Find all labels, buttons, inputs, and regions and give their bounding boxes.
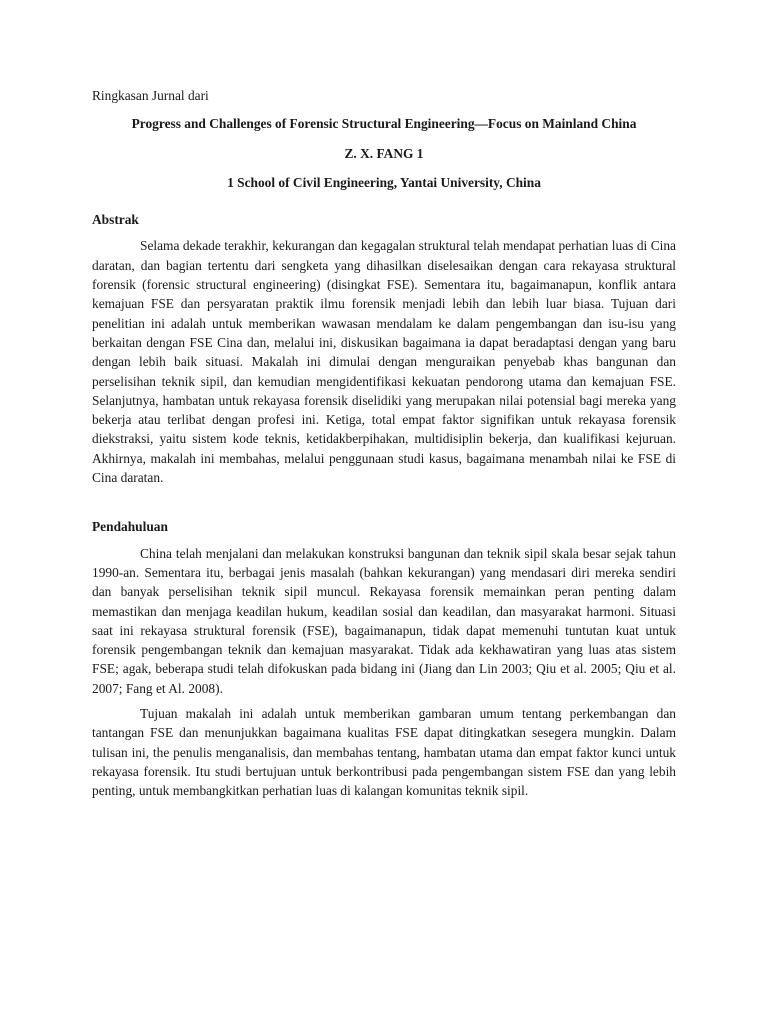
- introduction-paragraph-2: Tujuan makalah ini adalah untuk memberikan gambaran umum tentang perkembangan dan tantangan FSE dan menunjukkan bagaimana kualitas FSE dapat ditingkatkan sesegera mungkin. Dalam tulisan ini, the penulis menganalisis, dan membahas tentang, hambatan utama dan empat faktor kunci untuk rekayasa forensik. Itu studi bertujuan untuk berkontribusi pada pengembangan sistem FSE dan yang lebih penting, untuk membangkitkan perhatian luas di kalangan komunitas teknik sipil.: [92, 706, 676, 799]
- introduction-heading: Pendahuluan: [92, 519, 168, 535]
- introduction-paragraph-1: China telah menjalani dan melakukan konstruksi bangunan dan teknik sipil skala besar sejak tahun 1990-an. Sementara itu, berbagai jenis masalah (bahkan kekurangan) yang mendasari diri mereka sendiri dan banyak perselisihan teknik sipil muncul. Rekayasa forensik memainkan peran penting dalam memastikan dan menjaga keadilan hukum, keadilan sosial dan keadilan, dan masyarakat harmoni. Situasi saat ini rekayasa struktural forensik (FSE), bagaimanapun, tidak dapat memenuhi tuntutan kuat untuk forensik pengembangan teknik dan kemajuan masyarakat. Tidak ada kekhawatiran yang luas atas sistem FSE; agak, beberapa studi telah difokuskan pada bidang ini (Jiang dan Lin 2003; Qiu et al. 2005; Qiu et al. 2007; Fang et Al. 2008).: [92, 545, 676, 696]
- intro-line: Ringkasan Jurnal dari: [92, 88, 209, 103]
- section-spacer: [92, 487, 676, 517]
- abstract-heading: Abstrak: [92, 212, 139, 228]
- paper-author: Z. X. FANG 1: [344, 145, 424, 161]
- document-page: [92, 86, 676, 801]
- paper-affiliation: 1 School of Civil Engineering, Yantai University, China: [227, 174, 541, 190]
- paper-title: Progress and Challenges of Forensic Structural Engineering—Focus on Mainland China: [131, 116, 637, 132]
- abstract-paragraph: Selama dekade terakhir, kekurangan dan kegagalan struktural telah mendapat perhatian luas di Cina daratan, dan bagian tertentu dari sengketa yang dihasilkan diselesaikan dengan cara rekayasa struktural forensik (forensic structural engineering) (disingkat FSE). Sementara itu, bagaimanapun, konflik antara kemajuan FSE dan persyaratan praktik ilmu forensik menjadi lebih dan lebih luar biasa. Tujuan dari penelitian ini adalah untuk memberikan wawasan mendalam ke dalam pengembangan dan isu-isu yang berkaitan dengan FSE Cina dan, melalui ini, diskusikan bagaimana ia dapat beradaptasi dengan yang baru dengan lebih baik situasi. Makalah ini dimulai dengan menguraikan penyebab khas bangunan dan perselisihan teknik sipil, dan kemudian mengidentifikasi kekuatan pendorong utama dan kemajuan FSE. Selanjutnya, hambatan untuk rekayasa forensik diselidiki yang merupakan nilai potensial bagi mereka yang bekerja atau terlibat dengan profesi ini. Ketiga, total empat faktor signifikan untuk rekayasa forensik diekstraksi, yaitu sistem kode teknis, ketidakberpihakan, multidisiplin bekerja, dan kualifikasi kejuruan. Akhirnya, makalah ini membahas, melalui penggunaan studi kasus, bagaimana menambah nilai ke FSE di Cina daratan.: [92, 238, 676, 486]
